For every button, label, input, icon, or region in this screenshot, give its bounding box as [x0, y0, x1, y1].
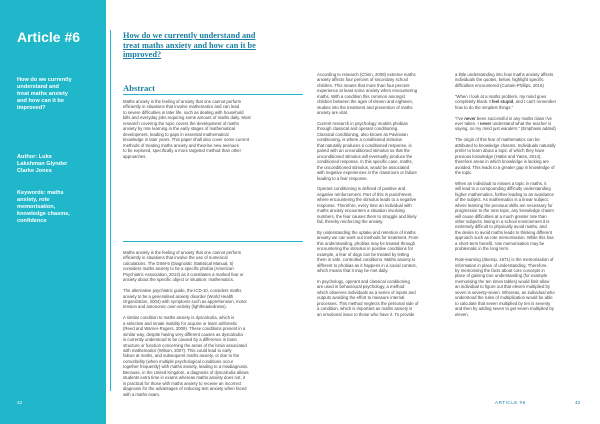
text-line: individuals the quotes, below, highlight specific [455, 77, 544, 83]
text-line: Psychiatric Association, 2013) as it constitutes a marked fear or [123, 271, 244, 277]
student-quote [455, 116, 585, 132]
body-paragraph [317, 186, 445, 224]
text-line: diagnosis for the advantages of reducing test anxiety when faced [123, 386, 247, 392]
text-line: processes. This method neglects the personal side of [317, 300, 419, 306]
text-line: place of gaining true understanding (for example [455, 273, 548, 279]
body-paragraph [455, 137, 585, 175]
text-line: methods of treating maths anxiety and theorise new avenues [123, 142, 239, 148]
column-2-body [317, 72, 445, 317]
text-line: response. Therefore, every time an individual with [317, 202, 412, 208]
text-line: previous knowledge (Hattie and Yates, 2014), [455, 153, 542, 159]
text-line: maths. With a condition this common amongst [317, 93, 405, 99]
body-paragraph [455, 257, 585, 317]
text-line: will lead to a compounding difficulty understanding [455, 186, 551, 192]
text-line: According to research (Chinn, 2008) extreme maths [317, 72, 416, 77]
text-segment: ever taken. I [455, 120, 480, 126]
sidebar-author-line: Clarke Jones [17, 168, 52, 174]
text-line: different to phobias as it happens in a social context, [317, 262, 417, 268]
text-line: comorbidity (when multiple psychological conditions occur [123, 358, 234, 364]
sidebar-keywords [17, 190, 99, 225]
body-paragraph [317, 72, 445, 116]
text-line: eleven. [455, 311, 469, 317]
text-line: anxiety to be a generalised anxiety disorder (World Health [123, 293, 234, 299]
text-line: similar way, despite having very different causes as dyscalculia [123, 331, 243, 337]
text-line: which means that it may be met daily. [317, 268, 389, 274]
text-segment: “I've [455, 115, 465, 121]
text-line: Classical conditioning, also known as Pavlovian [317, 131, 408, 137]
text-line: to be explored, specifically a more targeted method than other [123, 148, 241, 154]
body-paragraph [123, 315, 305, 397]
text-segment: , and I can't remember [513, 99, 557, 105]
body-paragraph [317, 230, 445, 274]
text-line: higher mathematics, further leading to an avoidance [455, 191, 554, 197]
text-segment: how to do the simplest things.” [455, 104, 514, 110]
sidebar-keywords-line: memorisation, [17, 204, 56, 210]
text-line: efficiently in situations that involve the use of numerical [123, 255, 228, 261]
text-line: with mathematics (Wilson, 2007). This could lead to early [123, 348, 232, 354]
sidebar-keywords-line: Keywords: maths [17, 190, 64, 196]
sidebar [0, 0, 106, 424]
text-line: to severe difficulties in later life, such as dealing with household [123, 109, 244, 115]
text-line: information in place of understanding. Therefore, [455, 262, 548, 268]
text-line: a condition, which is important as maths anxiety is [317, 306, 413, 312]
text-line: which observes individuals as a series of inputs and [317, 289, 416, 295]
text-line: The origin of this fear of mathematics can be [455, 137, 540, 143]
text-line: Operant conditioning is defined of positive and [317, 186, 406, 192]
text-line: conditioning, is where a conditioned stimulus [317, 137, 403, 143]
text-line: By understanding the uptake and retention of maths [317, 229, 416, 235]
text-line: the desire to avoid maths leads to thinking different [455, 229, 552, 235]
text-line: therefore areas in which knowledge is lacking are [455, 159, 549, 165]
emphasis-text: never [464, 115, 476, 121]
text-line: anxiety are vital. [317, 110, 349, 116]
text-line: fail, thereby reinforcing the anxiety. [317, 219, 384, 225]
article-title-line: improved? [123, 50, 162, 60]
text-line: that naturally produces a conditioned response, is [317, 142, 412, 148]
text-line: children between the ages of eleven and eighteen, [317, 99, 414, 105]
sidebar-author-line: Author: Luke [17, 154, 52, 160]
text-line: avoided. This leads to a greater gap in knowledge of [455, 164, 555, 170]
text-line: paired with an unconditioned stimulus so that the [317, 148, 410, 154]
text-line: an individual to figure out that eleven multiplied by [455, 284, 551, 290]
sidebar-question [17, 77, 99, 112]
text-line: Current research in psychology models phobias [317, 121, 408, 127]
text-segment: understand what the teacher is [491, 120, 552, 126]
emphasis-text: never [479, 120, 492, 126]
text-line: tension and autonomic over-activity (lightheadedness). [123, 304, 227, 310]
text-line: understood the rules of multiplication would be able [455, 295, 553, 301]
sidebar-question-line: understand and [17, 84, 59, 90]
text-line: encountering the stimulus in positive conditions for [317, 246, 414, 252]
text-line: conditioned response. In this specific case, maths, [317, 159, 413, 165]
text-line: leading to a fear response. [317, 175, 368, 181]
text-line: When an individual to misses a topic in maths, it [455, 180, 547, 186]
sidebar-question-line: How do we currently [17, 77, 72, 83]
text-line: structure or function concerning the areas of the brain associated [123, 342, 247, 348]
text-line: this understanding, phobias may be treated through [317, 240, 416, 246]
article-title-line: treat maths anxiety and how can it be [123, 40, 256, 50]
text-line: Rote-learning (Skemp, 1971) is the memorisation of [455, 257, 554, 263]
text-line: (Reed and Warner-Rogers, 2009). These conditions present in a [123, 326, 246, 332]
sidebar-author [17, 154, 99, 175]
text-line: maths anxiety encounters a situation involving [317, 208, 405, 214]
text-line: a short-term benefit, rote memorisation may be [455, 240, 545, 246]
vertical-divider [110, 30, 111, 391]
text-line: problematic in the long term. [455, 246, 510, 252]
abstract-bottom-rule [123, 241, 303, 242]
text-line: memorising the ten times tables) would limit allow [455, 278, 550, 284]
text-line: progression to the next topic, any knowledge chasm [455, 208, 554, 214]
emphasis-text: I feel stupid [489, 99, 514, 105]
body-paragraph [123, 250, 305, 283]
text-line: where learning the previous skills are necessary for [455, 202, 553, 208]
text-line: will cause difficulties at a much greater rate than [455, 213, 547, 219]
sidebar-keywords-line: knowledge chasms, [17, 211, 70, 217]
sidebar-question-line: improved? [17, 105, 46, 111]
text-line: development, leading to gaps in essential mathematical [123, 131, 229, 137]
text-line: an emotional issue to those who have it. To provide [317, 311, 415, 317]
text-line: considers maths anxiety to be a specific phobia (American [123, 266, 234, 272]
text-line: failure at maths, and subsequent maths anxiety, or due to the [123, 353, 240, 359]
text-line: by memorising the facts about core concepts in [455, 268, 545, 273]
text-line: with a maths exam. [123, 391, 161, 397]
text-line: through classical and operant conditioning. [317, 126, 399, 132]
text-line: example, a fear of dogs can be treated by letting [317, 251, 409, 257]
text-line: anxiety we can work out methods for treatment. From [317, 235, 419, 241]
text-line: bills and everyday jobs requiring some amount of maths daily. Most [123, 115, 251, 121]
sidebar-author-line: Lakshman Glynder [17, 161, 68, 167]
text-line: approaches. [123, 153, 147, 159]
text-segment: saying, so my mind just wanders.” (Emphasis added) [455, 126, 556, 132]
text-line: studies into the treatment and prevention of maths [317, 104, 413, 110]
student-quote [455, 94, 585, 110]
left-page-number: 42 [17, 400, 23, 405]
text-line: a selective and innate inability for acquire or learn arithmetic [123, 320, 238, 326]
text-line: anxiety about the specific object or situation: mathematics. [123, 277, 235, 283]
text-line: is practical for those with maths anxiety to receive an incorrect [123, 380, 242, 386]
text-line: Maths anxiety is the feeling of anxiety that one cannot perform [123, 99, 242, 104]
text-line: seven is seventy-seven. Whereas, an individual who [455, 289, 555, 295]
text-line: them in safe, controlled conditions. Maths anxiety is [317, 257, 416, 263]
text-line: numbers, the fear causes them to struggle and likely [317, 213, 417, 219]
text-line: prefer to learn about a topic of which they have [455, 148, 545, 154]
body-paragraph [123, 288, 305, 310]
text-line: Maths anxiety is the feeling of anxiety that one cannot perform [123, 250, 242, 255]
text-line: are used in behavioural psychology, a method [317, 284, 405, 290]
article-title [123, 31, 323, 60]
text-line: students extra time in exams whereas maths anxiety does not, it [123, 375, 246, 381]
abstract-top-rule [123, 94, 303, 95]
abstract-paragraph [123, 99, 305, 159]
column-1-body [123, 250, 305, 397]
right-page-number: 43 [575, 400, 581, 405]
sidebar-question-line: treat maths anxiety [17, 91, 68, 97]
text-line: a little understanding into how maths anxiety affects [455, 72, 554, 77]
abstract-text [123, 99, 305, 159]
text-line: The alternative psychiatric guide, the ICD-10, considers maths [123, 288, 242, 294]
body-paragraph [317, 279, 445, 317]
article-number-heading: Article #6 [17, 29, 81, 45]
text-line: approach such as rote memorisation. While this has [455, 235, 554, 241]
text-line: of the subject. As mathematics is a linear subject, [455, 197, 549, 203]
text-line: In psychology, operant and classical conditioning [317, 278, 410, 284]
text-line: Because, in the United Kingdom, a diagnosis of dyscalculia allows [123, 369, 249, 375]
text-line: is currently understood to be caused by a difference in brain [123, 337, 237, 343]
footer-article-tag: ARTICLE #6 [495, 400, 526, 405]
body-paragraph [317, 121, 445, 181]
text-line: outputs avoiding the effort to measure internal [317, 295, 405, 301]
text-line: difficulties encountered (Curtain-Phillips, 2016) [455, 82, 544, 88]
text-line: attributed to knowledge chasms. Individuals naturally [455, 142, 556, 148]
text-line: Organization, 2004) with symptoms such as apprehension, motor [123, 299, 247, 305]
text-line: research covering the topic covers the development of maths [123, 120, 240, 126]
text-line: the unconditioned stimulus, would be associated [317, 164, 410, 170]
text-line: and then by adding seven to get seven multiplied by [455, 306, 554, 312]
text-line: where encountering the stimulus leads to a negative [317, 197, 417, 203]
text-segment: completely blank. [455, 99, 490, 105]
body-paragraph [455, 72, 585, 88]
text-segment: been successful in any maths class I've [475, 115, 552, 121]
text-line: negative reinforcement. Part of this is punishment, [317, 191, 413, 197]
text-line: experience at least some anxiety when encountering [317, 88, 418, 94]
text-line: anxiety by rote learning in the early stages of mathematical [123, 126, 236, 132]
sidebar-keywords-line: confidence [17, 218, 47, 224]
text-line: together frequently) with maths anxiety, leading to a misdiagnosis. [123, 364, 249, 370]
text-line: with negative experiences in the classroom or failure [317, 170, 417, 176]
sidebar-keywords-line: anxiety, rote [17, 197, 50, 203]
text-line: extremely difficult to physically avoid maths, and [455, 224, 547, 230]
article-title-line: How do we currently understand and [123, 31, 256, 40]
text-line: children. This means that more than four percent [317, 82, 410, 88]
column-3-body [455, 72, 585, 317]
text-line: unconditioned stimulus will eventually produce the [317, 153, 413, 159]
text-line: calculations. The DSM-5 (Diagnostic Statistical Manual, 5) [123, 260, 234, 266]
text-line: A similar condition to maths anxiety is dyscalculia, which is [123, 315, 235, 321]
abstract-heading: Abstract [123, 83, 155, 93]
text-line: efficiently in situations that involve mathematics and can lead [123, 104, 240, 110]
text-line: the topic. [455, 169, 473, 175]
body-paragraph [455, 181, 585, 252]
sidebar-question-line: and how can it be [17, 98, 64, 104]
text-line: to calculate that seven multiplied by ten is seventy [455, 300, 551, 306]
text-segment: “When I look at a maths problem, my mind goes [455, 93, 547, 99]
text-line: anxiety affects four percent of secondary school [317, 77, 408, 83]
text-line: knowledge in later years. This paper shall also cover some current [123, 137, 250, 143]
text-line: other subjects. Being in a school environment it is [455, 218, 550, 224]
